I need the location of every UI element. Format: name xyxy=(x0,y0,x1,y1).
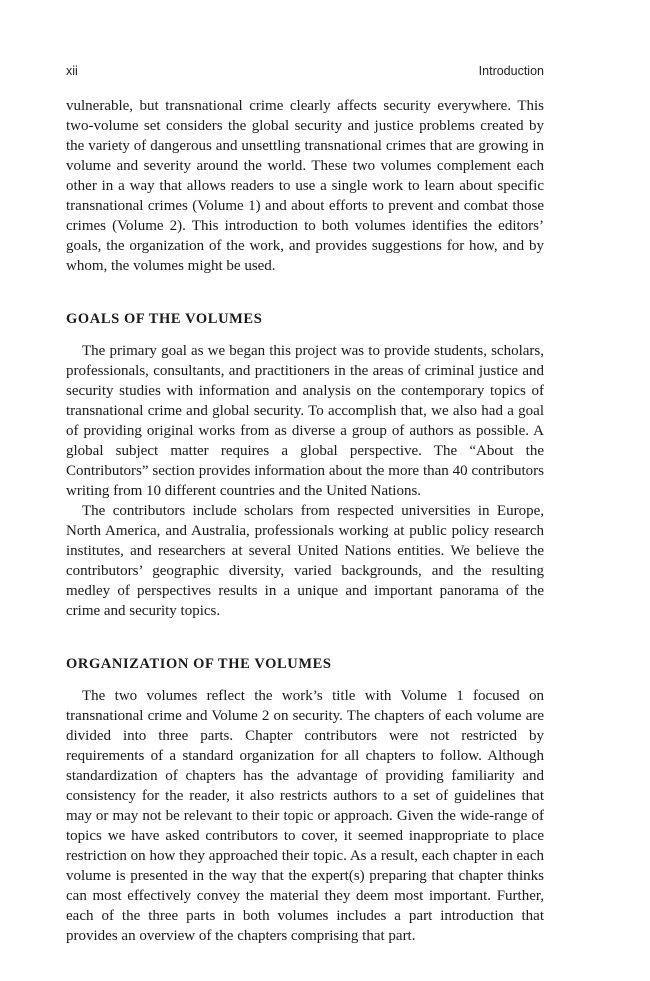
running-head xyxy=(66,64,544,88)
book-page xyxy=(66,64,544,946)
organization-paragraph-1: The two volumes reflect the work’s title with Volume 1 focused on transnational crime and Volume 2 on security. The chapters of each volume are divided into three parts. Chapter contributors were not restricted by requirements of a standard organization for all chapters to follow. Although standardization of chapters has the advantage of providing familiarity and consistency for the reader, it also restricts authors to a set of guidelines that may or may not be relevant to their topic or approach. Given the wide-range of topics we have asked contributors to cover, it seemed inappropriate to place restriction on how they approached their topic. As a result, each chapter in each volume is presented in the way that the expert(s) preparing that chapter thinks can most effectively convey the material they deem most important. Further, each of the three parts in both volumes includes a part introduction that provides an overview of the chapters comprising that part. xyxy=(66,688,544,944)
section-heading-organization: ORGANIZATION OF THE VOLUMES xyxy=(66,656,332,672)
goals-paragraph-2: The contributors include scholars from respected universities in Europe, North America, and Australia, professionals working at public policy research institutes, and researchers at several United Nations entities. We believe the contributors’ geographic diversity, varied backgrounds, and the resulting medley of perspectives results in a unique and important panorama of the crime and security topics. xyxy=(66,503,544,619)
page-number: xii xyxy=(66,64,78,78)
running-title: Introduction xyxy=(478,64,544,78)
goals-paragraph-1: The primary goal as we began this project was to provide students, scholars, professionals, consultants, and practitioners in the areas of criminal justice and security studies with information and analysis on the contemporary topics of transnational crime and global security. To accomplish that, we also had a goal of providing original works from as diverse a group of authors as possible. A global subject matter requires a global perspective. The “About the Contributors” section provides information about the more than 40 contributors writing from 10 different countries and the United Nations. xyxy=(66,343,544,499)
intro-paragraph: vulnerable, but transnational crime clearly affects security everywhere. This two-volume set considers the global security and justice problems created by the variety of dangerous and unsettling transnational crimes that are growing in volume and severity around the world. These two volumes complement each other in a way that allows readers to use a single work to learn about specific transnational crimes (Volume 1) and about efforts to prevent and combat those crimes (Volume 2). This introduction to both volumes identifies the editors’ goals, the organization of the work, and provides suggestions for how, and by whom, the volumes might be used. xyxy=(66,98,544,274)
section-heading-goals: GOALS OF THE VOLUMES xyxy=(66,311,263,327)
